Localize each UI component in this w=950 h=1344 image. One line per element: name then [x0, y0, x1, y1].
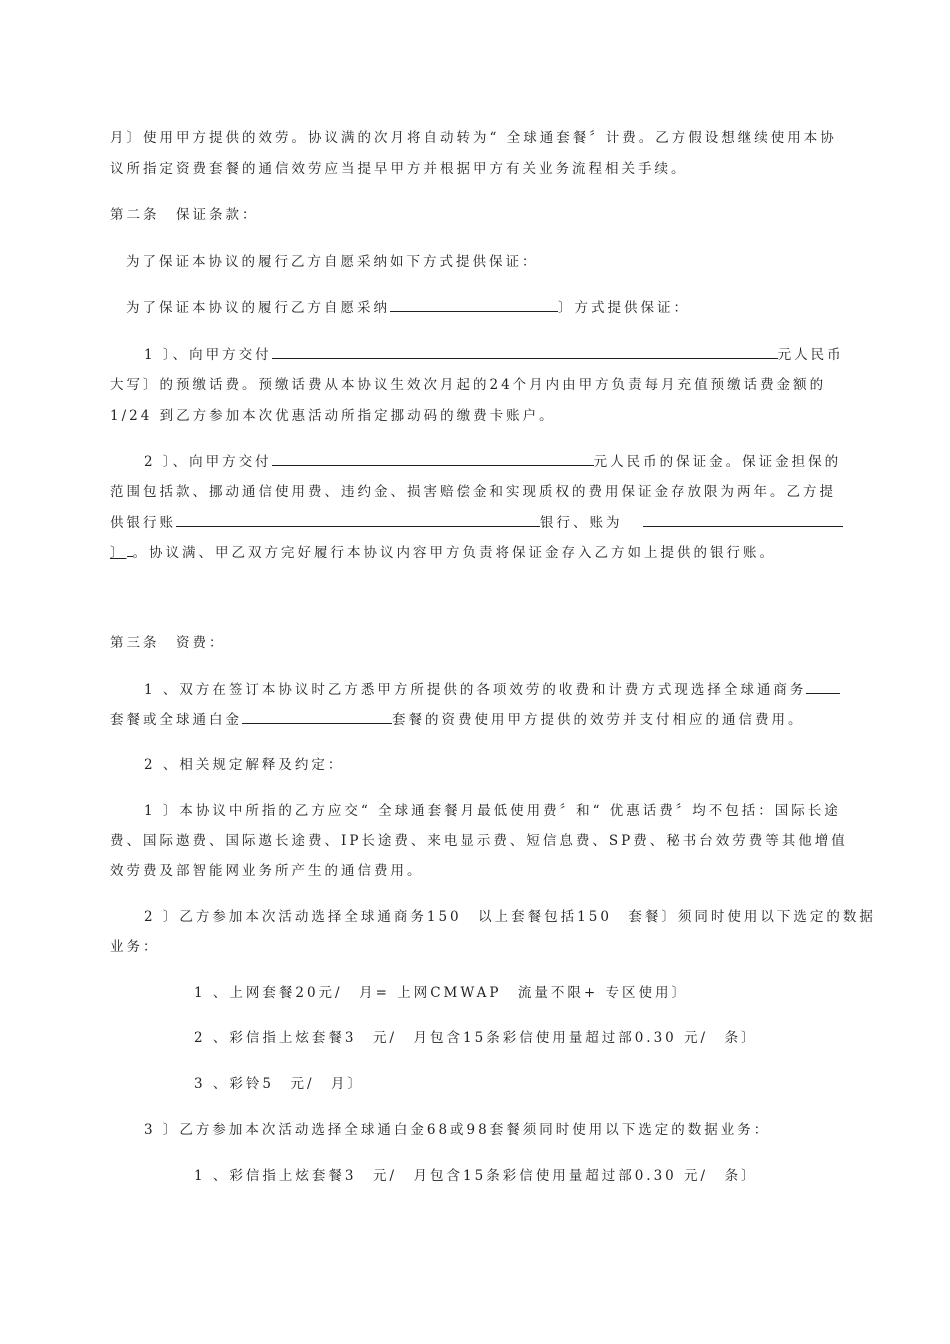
- paragraph-line: 业务：: [110, 939, 160, 955]
- fill-in-blank: [390, 297, 558, 312]
- text-segment: 元人民币的保证金。保证金担保的: [593, 454, 842, 470]
- text-segment: 元人民币: [777, 347, 844, 363]
- text-segment: 银行、账为: [540, 515, 623, 531]
- text-segment: 。协议满、甲乙双方完好履行本协议内容甲方负责将保证金存入乙方如上提供的银行账。: [132, 545, 776, 561]
- fill-in-blank: [643, 512, 843, 527]
- fill-in-blank: [272, 344, 778, 359]
- paragraph-line: [126, 297, 690, 318]
- text-segment: 1 、双方在签订本协议时乙方悉甲方所提供的各项效劳的收费和计费方式现选择全球通商务: [144, 682, 807, 698]
- list-item: 2 、彩信指上炫套餐3 元/ 月包含15条彩信使用量超过部0.30 元/ 条〕: [194, 1030, 758, 1046]
- list-item: 1 、上网套餐20元/ 月= 上网CMWAP 流量不限+ 专区使用〕: [194, 985, 689, 1001]
- list-item: 3 、彩铃5 元/ 月〕: [194, 1076, 365, 1092]
- paragraph-line: 大写〕的预缴话费。预缴话费从本协议生效次月起的24个月内由甲方负责每月充值预缴话费金额的: [110, 377, 827, 393]
- paragraph-line: [110, 542, 776, 563]
- paragraph-line: [144, 679, 840, 700]
- list-item: 1 、彩信指上炫套餐3 元/ 月包含15条彩信使用量超过部0.30 元/ 条〕: [194, 1168, 758, 1184]
- fill-in-blank: [242, 709, 392, 724]
- section-heading: 第二条 保证条款：: [110, 207, 259, 223]
- paragraph-line: 费、国际遨费、国际遨长途费、IP长途费、来电显示费、短信息费、SP费、秘书台效劳费等其他增值: [110, 833, 848, 849]
- paragraph-line: [110, 709, 805, 730]
- paragraph-line: [144, 451, 841, 472]
- fill-in-blank: [806, 679, 840, 694]
- text-segment: 套餐的资费使用甲方提供的效劳并支付相应的通信费用。: [392, 712, 805, 728]
- paragraph-line: 1/24 到乙方参加本次优惠活动所指定挪动码的缴费卡账户。: [110, 408, 556, 424]
- paragraph-line: 效劳费及部智能网业务所产生的通信费用。: [110, 863, 424, 879]
- paragraph-line: 2 〕乙方参加本次活动选择全球通商务150 以上套餐包括150 套餐〕须同时使用以下选定的数据: [144, 909, 876, 925]
- text-segment: 2 〕、向甲方交付: [144, 454, 272, 470]
- text-segment: 为了保证本协议的履行乙方自愿采纳: [126, 300, 390, 316]
- paragraph-line: 议所指定资费套餐的通信效劳应当提早甲方并根据甲方有关业务流程相关手续。: [110, 161, 688, 177]
- paragraph-line: [144, 344, 844, 365]
- text-segment: 供银行账: [110, 515, 176, 531]
- text-segment: 〕: [110, 545, 127, 561]
- text-segment: 〕方式提供保证：: [558, 300, 690, 316]
- fill-in-blank: [176, 512, 540, 527]
- paragraph-line: 2 、相关规定解释及约定：: [144, 757, 345, 773]
- section-heading: 第三条 资费：: [110, 635, 226, 651]
- text-segment: 1 〕、向甲方交付: [144, 347, 272, 363]
- paragraph-line: [110, 512, 843, 533]
- text-segment: 套餐或全球通白金: [110, 712, 242, 728]
- paragraph-line: 为了保证本协议的履行乙方自愿采纳如下方式提供保证：: [126, 254, 539, 270]
- fill-in-blank: [272, 451, 594, 466]
- paragraph-line: 范围包括款、挪动通信使用费、违约金、损害赔偿金和实现质权的费用保证金存放限为两年。乙方提: [110, 484, 836, 500]
- paragraph-line: 3 〕乙方参加本次活动选择全球通白金68或98套餐须同时使用以下选定的数据业务：: [144, 1122, 771, 1138]
- paragraph-line: 月〕使用甲方提供的效劳。协议满的次月将自动转为“ 全球通套餐〞计费。乙方假设想继续使用本协: [110, 130, 837, 146]
- paragraph-line: 1 〕本协议中所指的乙方应交“ 全球通套餐月最低使用费〞和“ 优惠话费〞均不包括：国际长途: [144, 803, 841, 819]
